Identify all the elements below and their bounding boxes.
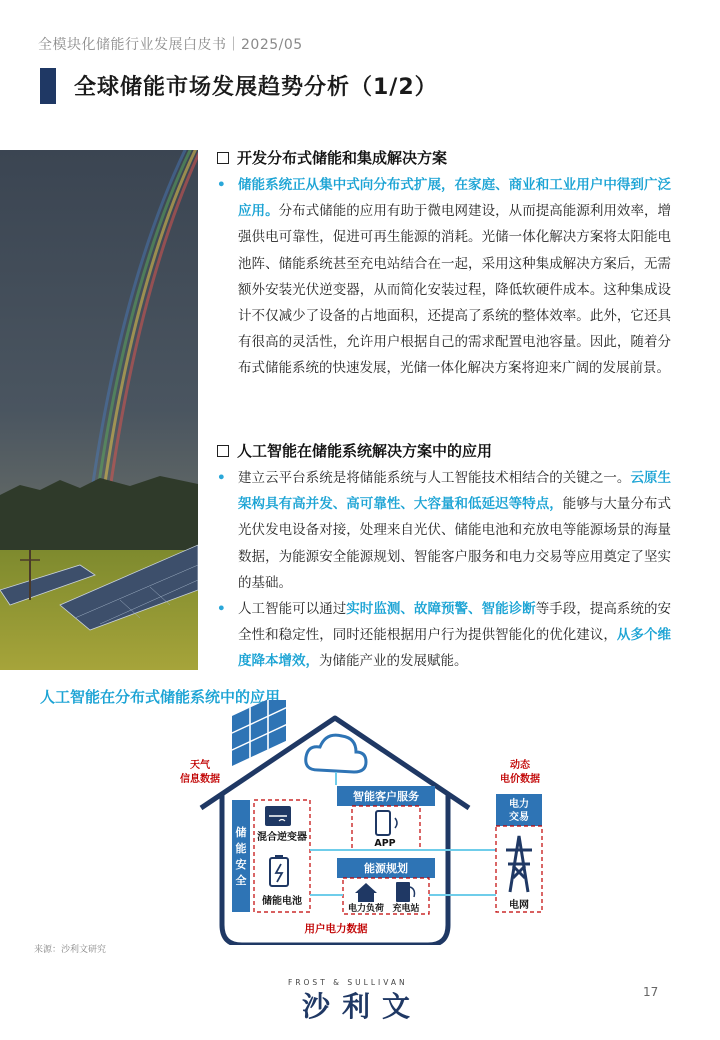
highlight-text: 储能系统正从集中式向分布式扩展，在家庭、商业和工业用户中得到广泛应用。: [238, 177, 671, 220]
running-header: 全模块化储能行业发展白皮书｜2025/05: [38, 37, 303, 53]
logo-wordmark: FROST & SULLIVAN: [288, 978, 408, 987]
trade-label-1: 电力: [509, 799, 529, 810]
inverter-label: 混合逆变器: [257, 832, 307, 843]
smartphone-icon: [376, 811, 397, 835]
section-heading-text: 开发分布式储能和集成解决方案: [237, 149, 448, 167]
body-text: 人工智能可以通过: [238, 601, 347, 617]
cloud-icon: [306, 735, 366, 772]
checkbox-square-icon: [217, 445, 229, 457]
storage-safety-bar: [232, 800, 250, 912]
trade-label-2: 交易: [509, 812, 529, 823]
charging-label: 充电站: [392, 904, 420, 914]
section-heading-distributed: [217, 147, 447, 168]
body-text: 能够与大量分布式光伏发电设备对接，处理来自光伏、储能电池和充放电等能源场景的海量数据，为能源安全能源规划、智能客户服务和电力交易等应用奠定了坚实的基础。: [238, 496, 672, 591]
battery-icon: [270, 855, 288, 886]
app-label: APP: [374, 838, 396, 849]
weather-label-2: 信息数据: [180, 774, 220, 785]
body-text: 为储能产业的发展赋能。: [319, 653, 468, 670]
inverter-icon: [265, 806, 291, 826]
price-label-1: 动态: [510, 760, 530, 771]
safety-char: 能: [235, 842, 247, 855]
ai-distributed-storage-diagram: [0, 700, 720, 945]
body-text: 分布式储能的应用有助于微电网建设，从而提高能源利用效率，增强供电可靠性，促进可再生能源的消耗。光储一体化解决方案将太阳能电池阵、储能系统甚至充电站结合在一起，采用这种集成解决方案后，无需额外安装光伏逆变器，从而简化安装过程，降低软硬件成本。这种集成设计不仅减少了设备的占地面积，还提高了系统的整体效率。此外，它还具有很高的灵活性，允许用户根据自己的需求配置电池容量。因此，随着分布式储能系统的快速发展，光储一体化解决方案将迎来广阔的发展前景。: [238, 203, 672, 377]
price-label-2: 电价数据: [500, 774, 540, 785]
logo-chinese: 沙利文: [302, 990, 423, 1023]
rainbow-solar-photo: [0, 150, 198, 670]
diagram-title: 人工智能在分布式储能系统中的应用: [40, 688, 281, 706]
battery-label: 储能电池: [262, 896, 302, 907]
body-text: 等手段，提高系统的安全性和稳定性，同时还能根据用户行为提供智能化的优化建议，: [238, 601, 672, 644]
source-note: 来源：沙利文研究: [34, 945, 107, 955]
energy-planning-label: 能源规划: [364, 862, 408, 875]
page-number: 17: [643, 985, 659, 999]
checkbox-square-icon: [217, 152, 229, 164]
bullet-ai-monitoring: [217, 596, 671, 675]
home-load-icon: [355, 883, 377, 902]
section-heading-text: 人工智能在储能系统解决方案中的应用: [237, 442, 493, 460]
bullet-distributed-storage: [217, 172, 671, 382]
charging-station-icon: [396, 882, 415, 902]
highlight-text: 实时监测、故障预警、智能诊断: [346, 601, 536, 617]
highlight-text: 云原生架构具有高并发、高可靠性、大容量和低延迟等特点，: [238, 470, 672, 513]
title-accent-bar: [40, 68, 56, 104]
weather-label-1: 天气: [190, 760, 210, 771]
body-text: 建立云平台系统是将储能系统与人工智能技术相结合的关键之一。: [238, 470, 631, 486]
user-data-label: 用户电力数据: [304, 923, 368, 935]
power-tower-icon: [506, 836, 532, 892]
load-label: 电力负荷: [347, 904, 385, 914]
bullet-cloud-platform: [217, 465, 671, 596]
customer-service-label: 智能客户服务: [353, 790, 419, 803]
bullet-dot-icon: •: [217, 470, 226, 486]
safety-char: 全: [235, 874, 247, 887]
section-heading-ai: [217, 440, 492, 461]
highlight-text: 从多个维度降本增效，: [238, 627, 672, 670]
safety-char: 储: [235, 826, 247, 839]
bullet-dot-icon: •: [217, 601, 226, 617]
grid-label: 电网: [509, 900, 529, 911]
page-title: 全球储能市场发展趋势分析（1/2）: [74, 75, 438, 100]
safety-char: 安: [235, 858, 247, 871]
bullet-dot-icon: •: [217, 177, 226, 193]
